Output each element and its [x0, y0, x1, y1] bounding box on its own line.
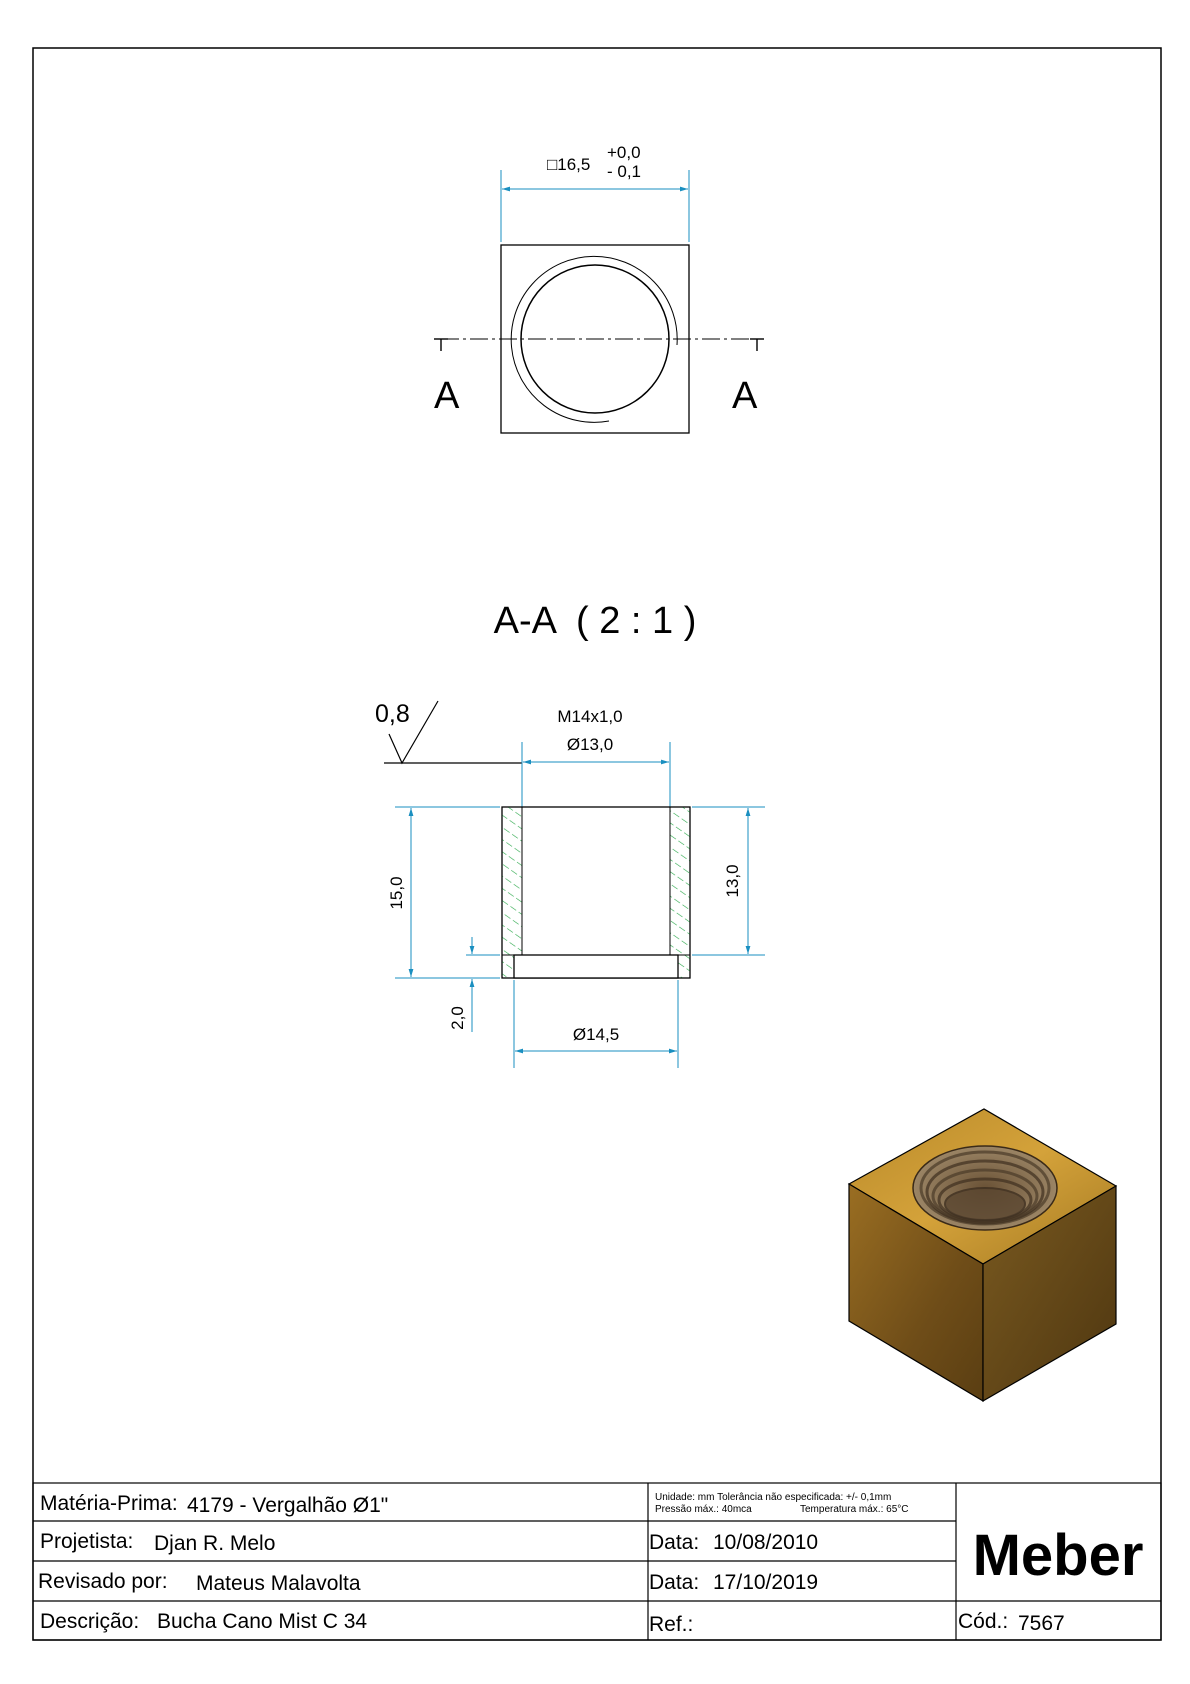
right-wall-hatch	[670, 807, 690, 955]
total-height-dimension: 15,0	[387, 876, 406, 910]
top-view	[434, 143, 764, 433]
company-logo: Meber	[972, 1523, 1144, 1588]
surface-roughness-value: 0,8	[375, 700, 410, 728]
section-outline	[502, 807, 690, 978]
isometric-part-render	[849, 1109, 1116, 1401]
top-tolerance-lower: - 0,1	[607, 162, 642, 181]
section-view-title: A-A ( 2 : 1 )	[493, 600, 697, 642]
temperature-note: Temperatura máx.: 65°C	[800, 1504, 909, 1515]
title-block	[33, 1483, 1161, 1640]
code-label: Cód.:	[958, 1610, 1009, 1633]
reviewer-value: Mateus Malavolta	[196, 1572, 361, 1595]
date2-value: 17/10/2019	[713, 1571, 819, 1594]
sheet-border	[33, 48, 1161, 1640]
code-value: 7567	[1018, 1612, 1065, 1635]
counterbore	[514, 955, 678, 978]
material-value: 4179 - Vergalhão Ø1"	[187, 1494, 389, 1517]
counterbore-diameter-dimension: Ø14,5	[572, 1025, 620, 1044]
material-label: Matéria-Prima:	[40, 1492, 178, 1515]
date2-label: Data:	[649, 1571, 700, 1594]
designer-label: Projetista:	[40, 1530, 134, 1553]
ref-label: Ref.:	[649, 1613, 694, 1636]
section-view	[375, 600, 765, 1068]
units-note: Unidade: mm Tolerância não especificada: +/- 0,1mm	[655, 1492, 892, 1503]
description-value: Bucha Cano Mist C 34	[157, 1610, 368, 1633]
left-wall-hatch	[502, 807, 522, 955]
top-width-dimension: □16,5	[547, 155, 591, 174]
top-tolerance-upper: +0,0	[607, 143, 641, 162]
inner-diameter-dimension: Ø13,0	[566, 735, 614, 754]
date1-value: 10/08/2010	[713, 1531, 819, 1554]
date1-label: Data:	[649, 1531, 700, 1554]
section-marker-right: A	[732, 375, 758, 417]
thread-height-dimension: 13,0	[723, 864, 742, 898]
section-marker-left: A	[434, 375, 460, 417]
reviewer-label: Revisado por:	[38, 1570, 168, 1593]
pressure-note: Pressão máx.: 40mca	[655, 1504, 752, 1515]
designer-value: Djan R. Melo	[154, 1532, 276, 1555]
counterbore-depth-dimension: 2,0	[448, 1006, 467, 1030]
description-label: Descrição:	[40, 1610, 140, 1633]
thread-spec: M14x1,0	[557, 707, 623, 726]
